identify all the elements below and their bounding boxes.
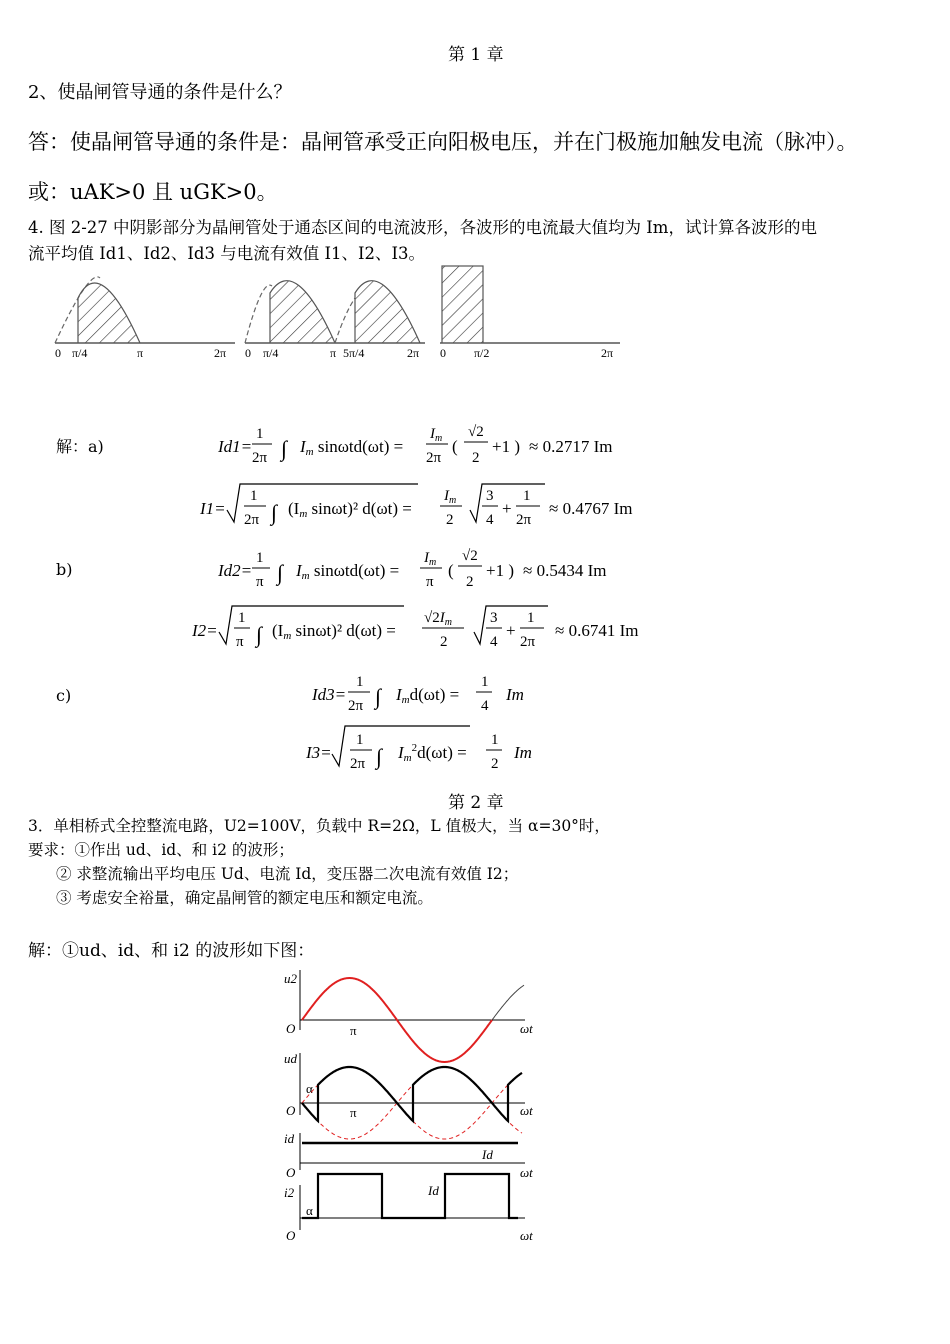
eq-a2-result: ≈ 0.4767 Im bbox=[549, 499, 633, 518]
label-i2: i2 bbox=[284, 1185, 295, 1200]
solution-b-label: b) bbox=[56, 560, 73, 579]
omegat-i2: ωt bbox=[520, 1228, 533, 1243]
waveform-a bbox=[55, 277, 235, 360]
fig-b-pi: π bbox=[330, 346, 337, 360]
Id-label-i2: Id bbox=[428, 1183, 439, 1198]
svg-text:2π: 2π bbox=[516, 512, 532, 528]
eq-a2-lhs: I1= bbox=[200, 499, 226, 518]
svg-text:4: 4 bbox=[490, 634, 498, 650]
waveform-c bbox=[440, 266, 620, 360]
origin-id: O bbox=[286, 1165, 296, 1180]
rectifier-waveforms bbox=[0, 965, 950, 1255]
svg-text:π: π bbox=[256, 574, 264, 590]
fig-c-2pi: 2π bbox=[601, 346, 614, 360]
svg-text:+1 ): +1 ) bbox=[486, 561, 514, 580]
answer-2: 答：使晶闸管导通的条件是：晶闸管承受正向阳极电压，并在门极施加触发电流（脉冲）。 bbox=[28, 130, 858, 154]
solution-a-label: 解：a) bbox=[56, 437, 104, 456]
question-3-answer: 解：①ud、id、和 i2 的波形如下图： bbox=[28, 941, 315, 961]
solution-equations bbox=[0, 410, 950, 780]
eq-a1-result: ≈ 0.2717 Im bbox=[529, 437, 613, 456]
svg-text:(Im sinωt)² d(ωt) =: (Im sinωt)² d(ωt) = bbox=[272, 621, 396, 642]
eq-a1-lhs: Id1= bbox=[218, 437, 253, 456]
svg-text:1: 1 bbox=[356, 674, 364, 690]
solution-c-label: c) bbox=[56, 686, 72, 705]
svg-text:π: π bbox=[426, 574, 434, 590]
svg-text:2: 2 bbox=[440, 634, 448, 650]
fig-a-pi: π bbox=[137, 346, 144, 360]
svg-text:3: 3 bbox=[490, 610, 498, 626]
question-3-line1: 3．单相桥式全控整流电路，U2=100V，负载中 R=2Ω，L 值极大，当 α=30°时， bbox=[28, 817, 610, 835]
fig-a-pi-over-4: π/4 bbox=[72, 346, 88, 360]
svg-text:Im: $I_m$ bbox=[424, 550, 437, 568]
fig-b-pi-over-4: π/4 bbox=[263, 346, 279, 360]
eq-c2-result: Im bbox=[514, 743, 532, 762]
alpha-i2: α bbox=[306, 1203, 313, 1218]
svg-text:∫: ∫ bbox=[256, 622, 263, 647]
pi-u2: π bbox=[350, 1023, 357, 1038]
omegat-u2: ωt bbox=[520, 1021, 533, 1036]
svg-text:√2: √2 bbox=[462, 548, 478, 564]
svg-text:2π: 2π bbox=[348, 698, 364, 714]
waveform-b bbox=[245, 281, 425, 360]
label-u2: u2 bbox=[284, 971, 297, 986]
svg-text:Im: $I_m$ bbox=[430, 426, 443, 444]
svg-text:∫: ∫ bbox=[271, 500, 278, 525]
svg-text:2π: 2π bbox=[426, 450, 442, 466]
svg-text:2π: 2π bbox=[244, 512, 260, 528]
svg-text:∫: ∫ bbox=[281, 436, 288, 461]
svg-text:1: 1 bbox=[481, 674, 489, 690]
eq-c2-lhs: I3= bbox=[306, 743, 332, 762]
svg-text:Imd(ωt) =: Imd(ωt) = bbox=[396, 685, 460, 706]
svg-text:Im sinωtd(ωt) =: Im sinωtd(ωt) = bbox=[296, 561, 400, 582]
svg-text:∫: ∫ bbox=[375, 684, 382, 709]
svg-text:4: 4 bbox=[486, 512, 494, 528]
svg-text:2: 2 bbox=[446, 512, 454, 528]
svg-text:1: 1 bbox=[250, 488, 258, 504]
svg-text:2: 2 bbox=[466, 574, 474, 590]
svg-text:2π: 2π bbox=[252, 450, 268, 466]
origin-ud: O bbox=[286, 1103, 296, 1118]
question-3-line4: ③ 考虑安全裕量，确定晶闸管的额定电压和额定电流。 bbox=[56, 889, 433, 907]
question-4-line1: 4. 图 2-27 中阴影部分为晶闸管处于通态区间的电流波形，各波形的电流最大值均为 Im，试计算各波形的电 bbox=[28, 218, 817, 237]
svg-text:2: 2 bbox=[472, 450, 480, 466]
origin-u2: O bbox=[286, 1021, 296, 1036]
alpha-ud: α bbox=[306, 1081, 313, 1096]
svg-text:+: + bbox=[502, 499, 512, 518]
question-4-line2: 流平均值 Id1、Id2、Id3 与电流有效值 I1、I2、I3。 bbox=[28, 244, 426, 263]
svg-text:4: 4 bbox=[481, 698, 489, 714]
label-ud: ud bbox=[284, 1051, 297, 1066]
svg-text:(Im sinωt)² d(ωt) =: (Im sinωt)² d(ωt) = bbox=[288, 499, 412, 520]
fig-b-zero: 0 bbox=[245, 346, 251, 360]
pi-ud: π bbox=[350, 1105, 357, 1120]
eq-c1-lhs: Id3= bbox=[312, 685, 347, 704]
svg-text:π: π bbox=[236, 634, 244, 650]
eq-b1-result: ≈ 0.5434 Im bbox=[523, 561, 607, 580]
fig-a-2pi: 2π bbox=[214, 346, 227, 360]
svg-text:2π: 2π bbox=[520, 634, 536, 650]
chapter-1-title: 第 1 章 bbox=[448, 45, 504, 65]
eq-b2-result: ≈ 0.6741 Im bbox=[555, 621, 639, 640]
svg-text:∫: ∫ bbox=[376, 744, 383, 769]
svg-text:1: 1 bbox=[491, 732, 499, 748]
origin-i2: O bbox=[286, 1228, 296, 1243]
svg-text:√2Im: $√2I_m$ bbox=[424, 610, 452, 628]
svg-text:2: 2 bbox=[491, 756, 499, 772]
svg-text:Im2d(ωt) =: $Im^2d(\omega t)$ = bbox=[398, 742, 467, 764]
svg-text:(: ( bbox=[452, 437, 458, 456]
omegat-ud: ωt bbox=[520, 1103, 533, 1118]
omegat-id: ωt bbox=[520, 1165, 533, 1180]
fig-b-5pi-over-4: 5π/4 bbox=[343, 346, 365, 360]
fig-c-pi-over-2: π/2 bbox=[474, 346, 490, 360]
svg-text:1: 1 bbox=[523, 488, 531, 504]
chapter-2-title: 第 2 章 bbox=[448, 793, 504, 813]
svg-text:+: + bbox=[506, 621, 516, 640]
svg-text:Im: $I_m$ bbox=[444, 488, 457, 506]
eq-c1-result: Im bbox=[506, 685, 524, 704]
eq-b1-lhs: Id2= bbox=[218, 561, 253, 580]
svg-text:2π: 2π bbox=[350, 756, 366, 772]
svg-text:∫: ∫ bbox=[277, 560, 284, 585]
answer-2-alt: 或：uAK>0 且 uGK>0。 bbox=[28, 180, 278, 204]
svg-text:1: 1 bbox=[256, 426, 264, 442]
question-3-line2: 要求：①作出 ud、id、和 i2 的波形； bbox=[28, 841, 294, 859]
fig-b-2pi: 2π bbox=[407, 346, 420, 360]
svg-text:(: ( bbox=[448, 561, 454, 580]
svg-text:1: 1 bbox=[238, 610, 246, 626]
svg-text:+1 ): +1 ) bbox=[492, 437, 520, 456]
svg-text:3: 3 bbox=[486, 488, 494, 504]
fig-a-zero: 0 bbox=[55, 346, 61, 360]
question-3-line3: ② 求整流输出平均电压 Ud、电流 Id，变压器二次电流有效值 I2； bbox=[56, 865, 519, 883]
svg-text:1: 1 bbox=[356, 732, 364, 748]
figure-2-27 bbox=[0, 258, 950, 388]
svg-text:Im sinωtd(ωt) =: Im sinωtd(ωt) = bbox=[300, 437, 404, 458]
fig-c-zero: 0 bbox=[440, 346, 446, 360]
Id-label-id: Id bbox=[482, 1147, 493, 1162]
svg-text:√2: √2 bbox=[468, 424, 484, 440]
svg-text:1: 1 bbox=[527, 610, 535, 626]
svg-text:1: 1 bbox=[256, 550, 264, 566]
question-2: 2、使晶闸管导通的条件是什么？ bbox=[28, 82, 292, 103]
label-id: id bbox=[284, 1131, 295, 1146]
eq-b2-lhs: I2= bbox=[192, 621, 218, 640]
